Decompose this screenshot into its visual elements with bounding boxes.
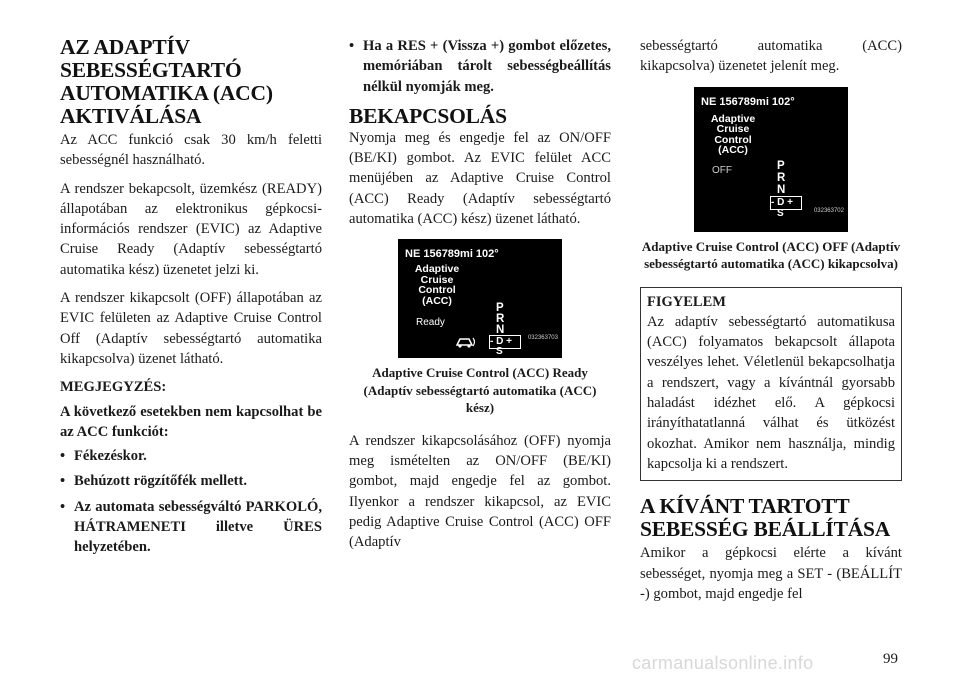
evic-display-ready-image [398, 239, 562, 358]
paragraph: A rendszer kikapcsolt (OFF) állapotában az EVIC felületen az Adaptive Cruise Control Off (Adaptív sebességtartó automatika kikapcsolva) üzenet látható. [60, 290, 322, 367]
evic-status-text: Ready [416, 317, 445, 329]
gear-r: R [777, 171, 786, 184]
evic-display-off-image [694, 87, 848, 232]
note-title: MEGJEGYZÉS: [60, 379, 167, 396]
column-1 [60, 36, 322, 563]
list-item: • Ha a RES + (Vissza +) gombot előzetes, memóriában tárolt sebességbeállítás nélkül nyomják meg. [349, 36, 611, 97]
warning-title: FIGYELEM [647, 293, 726, 310]
evic-status-bar: NE 156789mi 102° [701, 95, 795, 108]
paragraph: Nyomja meg és engedje fel az ON/OFF (BE/KI) gombot. Az EVIC felület ACC menüjében az Adaptive Cruise Control (ACC) Ready (Adaptív sebességtartó automatika (ACC) kész) üzenet látható. [349, 129, 611, 228]
figure-code: 032363702 [813, 208, 844, 215]
column-3 [640, 36, 902, 612]
section-heading-switch-on: BEKAPCSOLÁS [349, 103, 507, 128]
section-heading-activation: AZ ADAPTÍV SEBESSÉGTARTÓ AUTOMATIKA (ACC) AKTIVÁLÁSA [60, 35, 273, 128]
figure-caption-off: Adaptive Cruise Control (ACC) OFF (Adaptív sebességtartó automatika (ACC) kikapcsolva) [641, 238, 901, 272]
note-bullet-list [60, 446, 322, 557]
figure-code: 032363703 [527, 335, 558, 342]
section-heading-set-speed: A KÍVÁNT TARTOTT SEBESSÉG BEÁLLÍTÁSA [640, 494, 891, 542]
warning-text: Az adaptív sebességtartó automatikusa (ACC) folyamatos bekapcsolt állapota veszélyes lehet. Véletlenül bekapcsolhatja a rendszert, vagy a kívántnál gyorsabb haladást idézhet elő. A gépkocsi irányíthatatlanná válhat és ütközést okozhat. Amikor nem használja, mindig kapcsolja ki a rendszert. [647, 313, 895, 472]
gear-p: P [496, 302, 504, 315]
column-2 [349, 36, 611, 561]
figure-caption-ready: Adaptive Cruise Control (ACC) Ready (Adaptív sebességtartó automatika (ACC) kész) [363, 365, 597, 416]
gear-n: N [777, 183, 786, 196]
list-item: • Az automata sebességváltó PARKOLÓ, HÁTRAMENETI illetve ÜRES helyzetében. [60, 497, 322, 558]
evic-status-text: OFF [712, 164, 732, 176]
evic-acc-label: Adaptive Cruise Control (ACC) [414, 263, 460, 307]
gear-s: S [777, 207, 784, 219]
warning-box [640, 287, 902, 482]
gear-d: - D + [771, 196, 793, 208]
list-item: • Behúzott rögzítőfék mellett. [60, 471, 322, 491]
gear-r: R [496, 313, 505, 326]
vehicle-distance-icon [455, 335, 477, 349]
evic-status-bar: NE 156789mi 102° [405, 248, 499, 261]
list-item: • Fékezéskor. [60, 446, 322, 466]
gear-n: N [496, 324, 505, 337]
paragraph: A rendszer bekapcsolt, üzemkész (READY) állapotában az elektronikus gépkocsi-információs rendszer (EVIC) az Adaptive Cruise Ready (Adaptív sebességtartó automatika kész) üzenetet jelzi ki. [60, 180, 322, 278]
gear-p: P [777, 159, 785, 172]
paragraph: A rendszer kikapcsolásához (OFF) nyomja meg ismételten az ON/OFF (BE/KI) gombot, majd engedje fel az gombot. Ilyenkor a rendszer kikapcsol, az EVIC pedig Adaptive Cruise Control (ACC) OFF (Adaptív [349, 432, 611, 551]
page-number: 99 [883, 651, 898, 667]
note-bullet-list [349, 36, 611, 97]
evic-acc-label: Adaptive Cruise Control (ACC) [710, 112, 756, 157]
note-intro: A következő esetekben nem kapcsolhat be az ACC funkciót: [60, 403, 322, 440]
gear-s: S [496, 346, 503, 358]
paragraph: sebességtartó automatika (ACC) kikapcsolva) üzenetet jelenít meg. [640, 38, 902, 75]
paragraph: Amikor a gépkocsi elérte a kívánt sebességet, nyomja meg a SET - (BEÁLLÍT -) gombot, majd engedje fel [640, 545, 902, 602]
watermark-text: carmanualsonline.info [632, 653, 814, 673]
gear-d: - D + [490, 336, 512, 348]
paragraph: Az ACC funkció csak 30 km/h feletti sebességnél használható. [60, 132, 322, 169]
